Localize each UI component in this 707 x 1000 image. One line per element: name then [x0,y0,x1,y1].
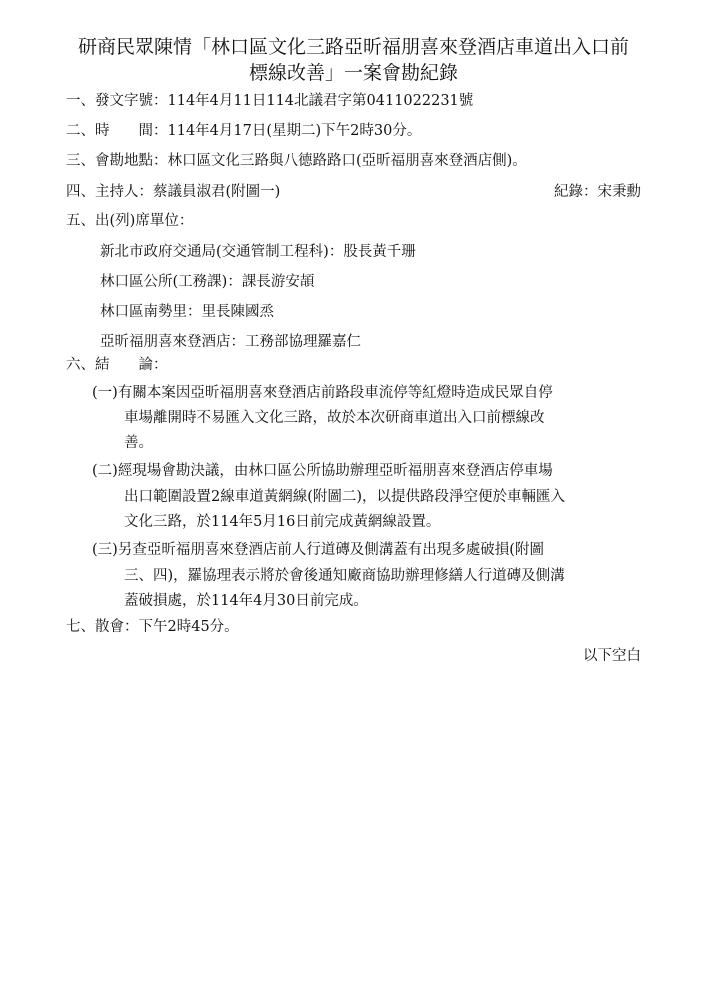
conclusion-1-line: 善。 [124,435,153,451]
attendee: 亞昕福朋喜來登酒店：工務部協理羅嘉仁 [100,334,361,350]
title-line-2: 標線改善」一案會勘紀錄 [248,62,458,84]
conclusion-1-line: 車場離開時不易匯入文化三路，故於本次研商車道出入口前標線改 [124,410,545,426]
attendee: 新北市政府交通局(交通管制工程科)：股長黃千珊 [100,244,416,260]
conclusion-2-line: (二)經現場會勘決議，由林口區公所協助辦理亞昕福朋喜來登酒店停車場 [92,463,553,479]
doc-number: 一、發文字號：114年4月11日114北議君字第0411022231號 [66,93,474,109]
end-mark: 以下空白 [583,648,641,664]
title-line-1: 研商民眾陳情「林口區文化三路亞昕福朋喜來登酒店車道出入口前 [77,36,629,58]
conclusion-3-line: 三、四)，羅協理表示將於會後通知廠商協助辦理修繕人行道磚及側溝 [124,568,565,584]
conclusion-2-line: 出口範圍設置2線車道黃網線(附圖二)，以提供路段淨空便於車輛匯入 [124,489,566,505]
adjournment: 七、散會：下午2時45分。 [66,619,239,635]
conclusion-2-line: 文化三路，於114年5月16日前完成黃網線設置。 [124,514,441,530]
conclusion-1-line: (一)有關本案因亞昕福朋喜來登酒店前路段車流停等紅燈時造成民眾自停 [92,385,553,401]
attendee: 林口區公所(工務課)：課長游安頡 [100,274,315,290]
recorder: 紀錄：宋秉勳 [554,184,641,200]
meeting-time: 二、時 間：114年4月17日(星期二)下午2時30分。 [66,123,422,139]
attendee: 林口區南勢里：里長陳國烝 [100,304,274,320]
conclusion-heading: 六、結 論： [66,357,168,373]
attendees-heading: 五、出(列)席單位： [66,213,194,229]
conclusion-3-line: 蓋破損處，於114年4月30日前完成。 [124,593,368,609]
meeting-location: 三、會勘地點：林口區文化三路與八德路路口(亞昕福朋喜來登酒店側)。 [66,153,527,169]
conclusion-3-line: (三)另查亞昕福朋喜來登酒店前人行道磚及側溝蓋有出現多處破損(附圖 [92,542,544,558]
host: 四、主持人：蔡議員淑君(附圖一) [66,184,281,200]
